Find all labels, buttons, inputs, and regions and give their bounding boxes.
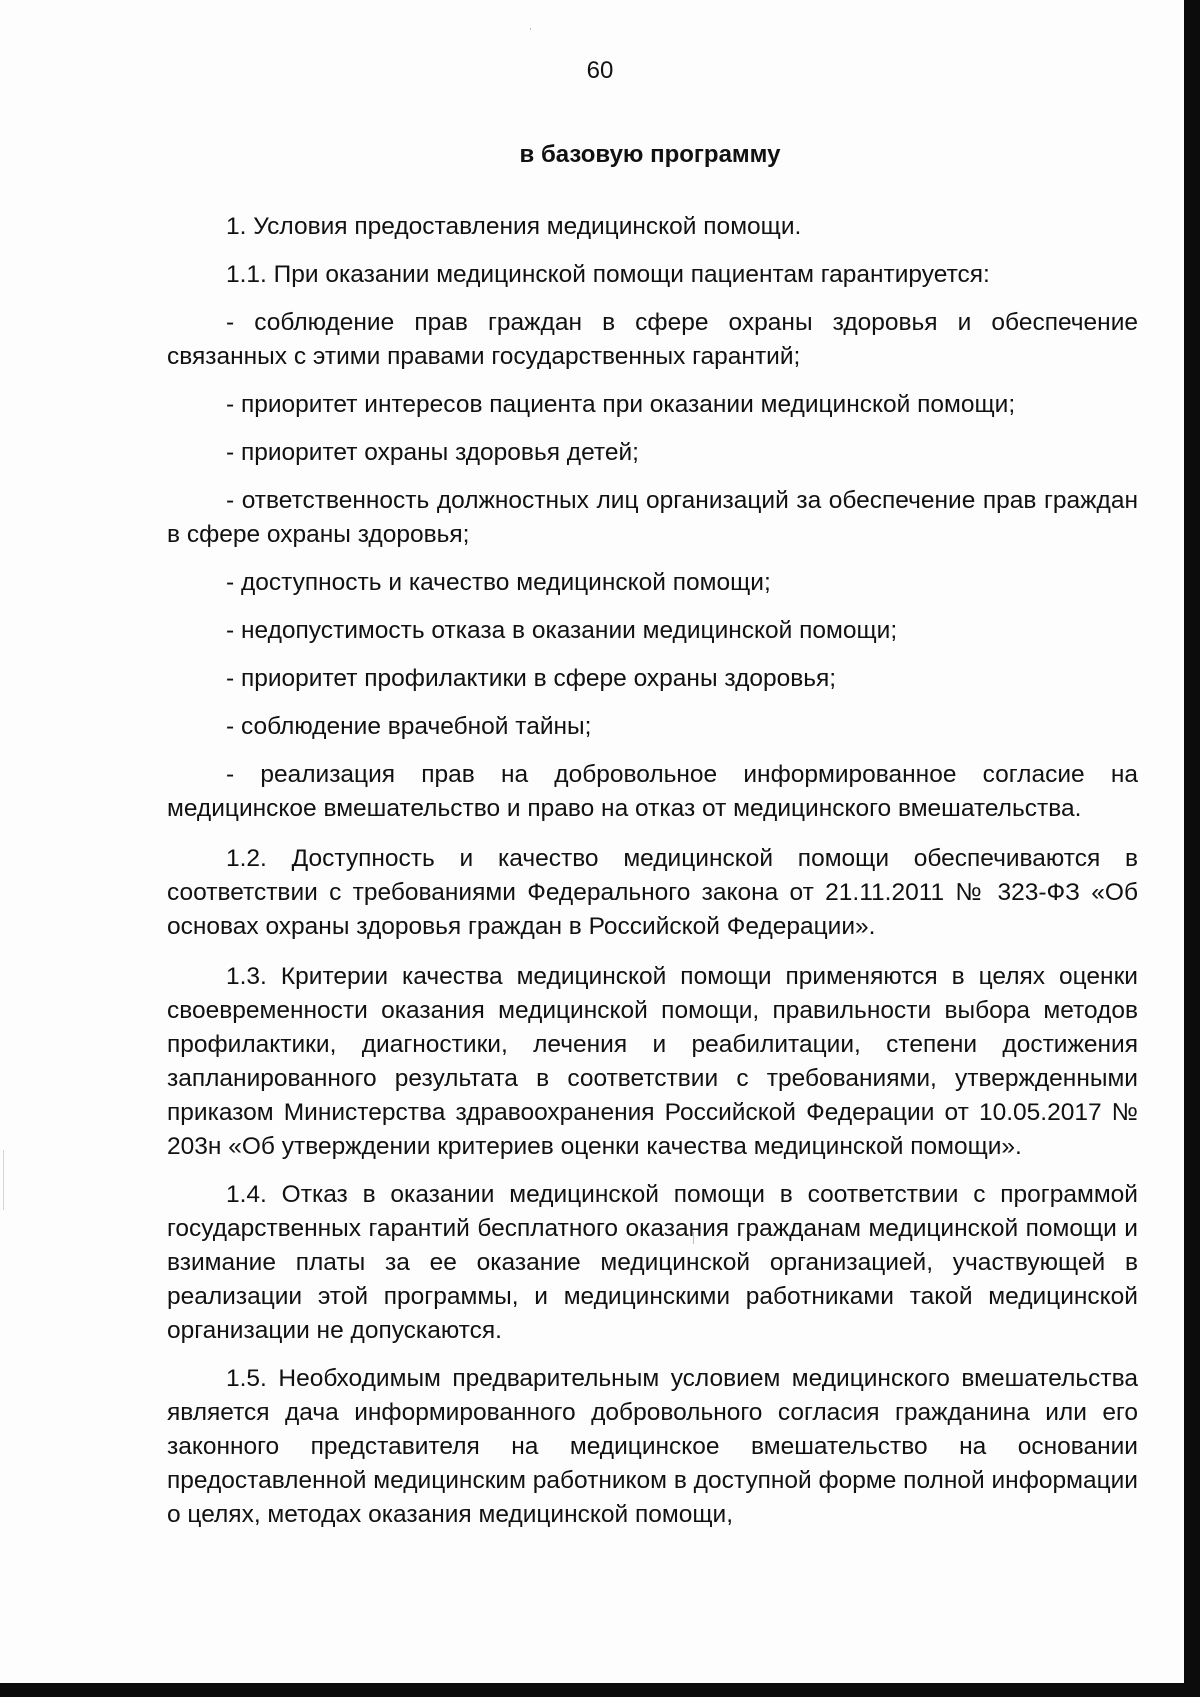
section-heading: в базовую программу	[519, 141, 781, 168]
paragraph: 1.4. Отказ в оказании медицинской помощи в соответствии с программой государственных гарантий бесплатного оказания гражданам медицинской помощи и взимание платы за ее оказание медицинской организацией, участвующей в реализации этой программы, и медицинскими работниками такой медицинской организации не допускаются.	[167, 1181, 1138, 1344]
document-body	[167, 210, 1138, 1546]
paragraph: 1.5. Необходимым предварительным условием медицинского вмешательства является дача информированного добровольного согласия гражданина или его законного представителя на медицинское вмешательство на основании предоставленной медицинским работником в доступной форме полной информации о целях, методах оказания медицинской помощи,	[167, 1365, 1138, 1528]
list-item: - ответственность должностных лиц организаций за обеспечение прав граждан в сфере охраны здоровья;	[167, 487, 1138, 548]
page-number: 60	[586, 57, 614, 84]
list-item: - недопустимость отказа в оказании медицинской помощи;	[226, 617, 898, 644]
list-item: - приоритет охраны здоровья детей;	[226, 439, 639, 466]
scan-border-right	[1184, 0, 1200, 1697]
list-item: - приоритет интересов пациента при оказании медицинской помощи;	[226, 391, 1016, 418]
paragraph: 1.2. Доступность и качество медицинской помощи обеспечиваются в соответствии с требованиями Федерального закона от 21.11.2011 № 323-ФЗ «Об основах охраны здоровья граждан в Российской Федерации».	[167, 845, 1138, 940]
scan-artifact	[530, 28, 531, 30]
paragraph: 1.3. Критерии качества медицинской помощи применяются в целях оценки своевременности оказания медицинской помощи, правильности выбора методов профилактики, диагностики, лечения и реабилитации, степени достижения запланированного результата в соответствии с требованиями, утвержденными приказом Министерства здравоохранения Российской Федерации от 10.05.2017 № 203н «Об утверждении критериев оценки качества медицинской помощи».	[167, 963, 1138, 1160]
list-item: - приоритет профилактики в сфере охраны здоровья;	[226, 665, 837, 692]
list-item: - доступность и качество медицинской помощи;	[226, 569, 771, 596]
paragraph: 1. Условия предоставления медицинской помощи.	[226, 213, 802, 240]
list-item: - соблюдение врачебной тайны;	[226, 713, 592, 740]
list-item: - соблюдение прав граждан в сфере охраны здоровья и обеспечение связанных с этими правами государственных гарантий;	[167, 309, 1138, 370]
scan-artifact	[3, 1150, 4, 1210]
scan-border-bottom	[0, 1683, 1200, 1697]
list-item: - реализация прав на добровольное информированное согласие на медицинское вмешательство и право на отказ от медицинского вмешательства.	[167, 761, 1138, 822]
paragraph: 1.1. При оказании медицинской помощи пациентам гарантируется:	[226, 261, 990, 288]
